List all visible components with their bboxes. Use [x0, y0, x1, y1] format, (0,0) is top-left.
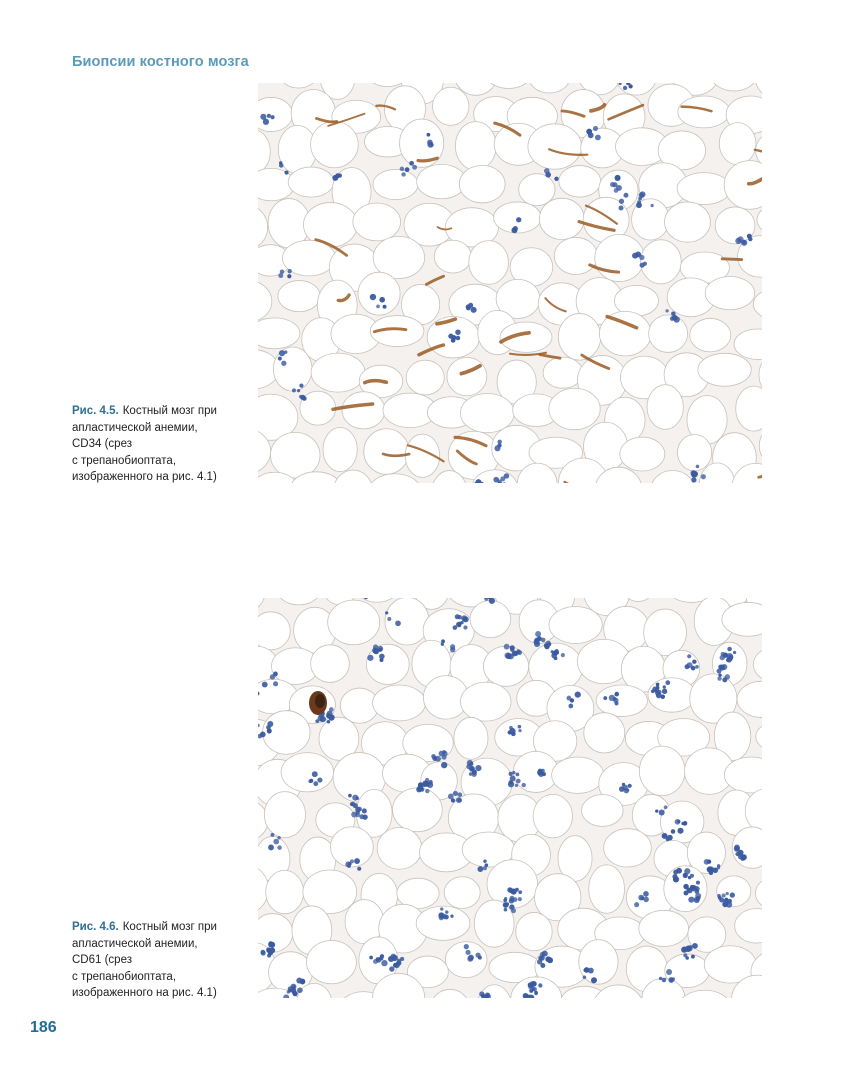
figure-caption-4-6 — [72, 919, 254, 1002]
adipocyte-shape — [639, 746, 685, 796]
adipocyte-shape — [281, 753, 333, 792]
micrograph-cd61-svg — [258, 598, 762, 998]
adipocyte-shape — [698, 353, 751, 386]
adipocyte-shape — [455, 122, 496, 171]
adipocyte-shape — [416, 906, 470, 940]
adipocyte-shape — [278, 281, 320, 312]
adipocyte-shape — [323, 428, 357, 472]
adipocyte-shape — [649, 315, 688, 353]
adipocyte-shape — [358, 272, 400, 315]
running-head: Биопсии костного мозга — [72, 54, 249, 70]
adipocyte-shape — [604, 829, 652, 867]
adipocyte-shape — [270, 432, 319, 478]
adipocyte-shape — [328, 600, 380, 645]
adipocyte-shape — [596, 685, 647, 716]
adipocyte-shape — [373, 685, 426, 721]
adipocyte-shape — [311, 353, 365, 392]
micrograph-cd34-svg — [258, 83, 762, 483]
adipocyte-shape — [311, 121, 359, 167]
adipocyte-shape — [406, 360, 444, 395]
adipocyte-shape — [417, 164, 466, 198]
adipocyte-shape — [584, 713, 625, 753]
caption-line: апластической анемии, — [72, 937, 198, 950]
adipocyte-shape — [516, 912, 552, 950]
adipocyte-shape — [647, 385, 683, 430]
caption-line: Костный мозг при — [122, 921, 217, 933]
adipocyte-shape — [470, 600, 511, 637]
caption-line: Костный мозг при — [122, 405, 217, 417]
micrograph-cd61 — [258, 598, 762, 998]
caption-line: CD61 (срез — [72, 954, 132, 966]
adipocyte-shape — [433, 87, 469, 125]
adipocyte-shape — [459, 165, 505, 203]
caption-line: CD34 (срез — [72, 438, 132, 450]
page-number: 186 — [30, 1019, 57, 1036]
figure-label: Рис. 4.6. — [72, 921, 119, 933]
adipocyte-shape — [519, 174, 555, 206]
adipocyte-shape — [589, 865, 625, 913]
adipocyte-shape — [385, 598, 429, 645]
micrograph-cd34 — [258, 83, 762, 483]
caption-line: с трепанобиоптата, — [72, 970, 177, 983]
caption-line: апластической анемии, — [72, 421, 198, 434]
adipocyte-shape — [648, 678, 695, 712]
figure-label: Рис. 4.5. — [72, 405, 119, 417]
caption-line: изображенного на рис. 4.1) — [72, 987, 217, 999]
adipocyte-shape — [639, 910, 689, 946]
adipocyte-shape — [640, 240, 681, 284]
adipocyte-shape — [678, 96, 730, 128]
adipocyte-shape — [373, 169, 418, 199]
adipocyte-shape — [469, 241, 509, 285]
adipocyte-shape — [342, 392, 385, 429]
adipocyte-shape — [460, 682, 511, 721]
adipocyte-shape — [528, 124, 582, 169]
adipocyte-shape — [264, 792, 305, 838]
adipocyte-shape — [677, 173, 731, 205]
adipocyte-shape — [582, 795, 624, 827]
adipocyte-shape — [393, 788, 443, 832]
adipocyte-shape — [288, 167, 334, 197]
adipocyte-shape — [719, 123, 756, 165]
adipocyte-shape — [705, 276, 754, 309]
adipocyte-shape — [552, 757, 604, 793]
adipocyte-shape — [677, 434, 711, 470]
adipocyte-shape — [300, 391, 336, 425]
adipocyte-shape — [513, 751, 558, 792]
adipocyte-shape — [620, 437, 665, 471]
adipocyte-shape — [543, 357, 583, 388]
adipocyte-shape — [377, 827, 422, 869]
figure-caption-4-5 — [72, 403, 254, 486]
adipocyte-shape — [539, 198, 584, 239]
adipocyte-shape — [454, 717, 488, 759]
adipocyte-shape — [364, 429, 409, 474]
adipocyte-shape — [434, 240, 471, 273]
adipocyte-shape — [549, 607, 602, 644]
adipocyte-shape — [474, 900, 514, 947]
adipocyte-shape — [311, 645, 350, 683]
adipocyte-shape — [664, 202, 710, 242]
adipocyte-shape — [549, 388, 600, 429]
adipocyte-shape — [353, 203, 401, 241]
adipocyte-shape — [559, 166, 601, 198]
adipocyte-shape — [554, 237, 597, 274]
adipocyte-shape — [447, 357, 487, 395]
adipocyte-shape — [690, 318, 731, 351]
adipocyte-shape — [306, 941, 356, 984]
caption-line: изображенного на рис. 4.1) — [72, 471, 217, 483]
adipocyte-shape — [460, 393, 514, 432]
adipocyte-shape — [533, 794, 572, 837]
adipocyte-shape — [558, 314, 600, 361]
adipocyte-shape — [444, 877, 480, 909]
caption-line: с трепанобиоптата, — [72, 454, 177, 467]
adipocyte-shape — [266, 870, 304, 913]
